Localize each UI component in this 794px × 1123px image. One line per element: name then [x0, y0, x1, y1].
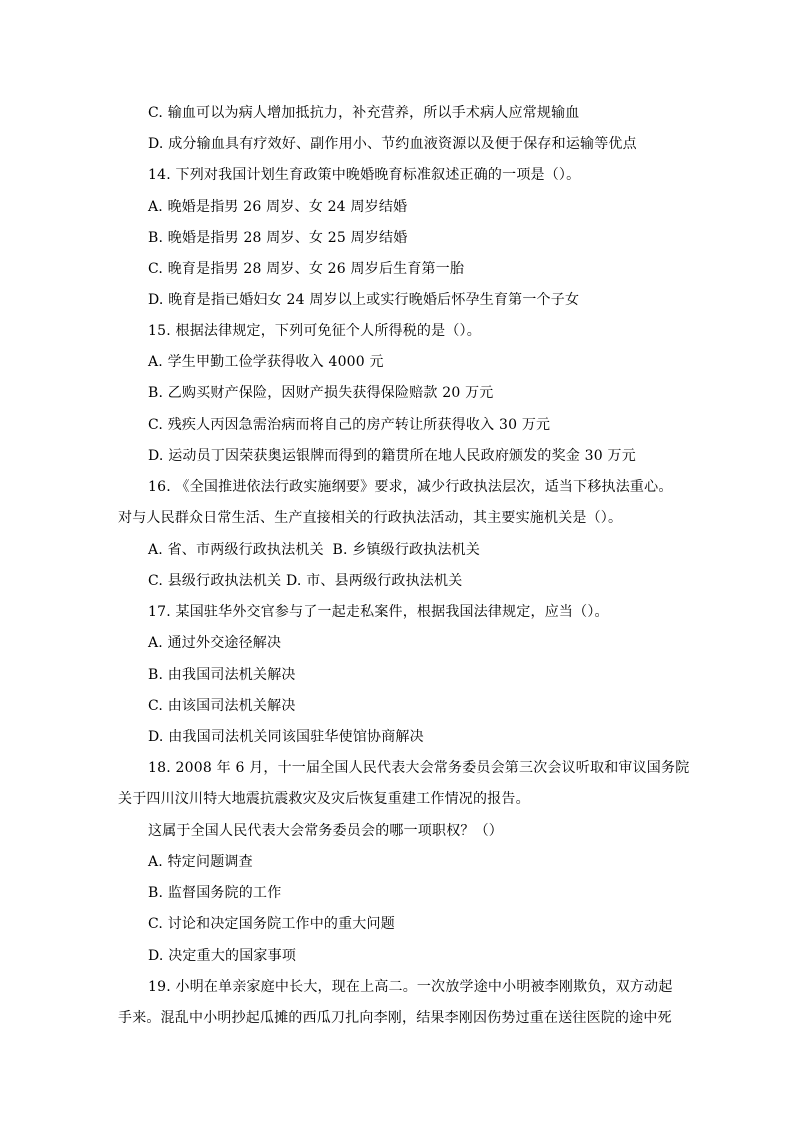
option-pair [148, 572, 462, 590]
option-line: A. 省、市两级行政执法机关 [148, 542, 324, 558]
option-line: D. 决定重大的国家事项 [148, 948, 297, 964]
option-line: A. 特定问题调查 [148, 854, 253, 870]
question-stem: 14. 下列对我国计划生育政策中晚婚晚育标准叙述正确的一项是（）。 [148, 167, 581, 183]
question-stem: 16. 《全国推进依法行政实施纲要》要求，减少行政执法层次，适当下移执法重心。 [148, 479, 673, 495]
option-pair [148, 541, 480, 559]
question-stem-continuation: 对与人民群众日常生活、生产直接相关的行政执法活动，其主要实施机关是（）。 [118, 510, 623, 526]
option-line: C. 县级行政执法机关 [148, 573, 282, 589]
question-stem: 15. 根据法律规定，下列可免征个人所得税的是（）。 [148, 323, 481, 339]
option-line: C. 由该国司法机关解决 [148, 698, 296, 714]
option-line: A. 晚婚是指男 26 周岁、女 24 周岁结婚 [148, 199, 408, 215]
question-stem: 18. 2008 年 6 月，十一届全国人民代表大会常务委员会第三次会议听取和审议国务院 [148, 760, 690, 776]
option-line: B. 乡镇级行政执法机关 [332, 542, 481, 558]
option-line: D. 成分输血具有疗效好、副作用小、节约血液资源以及便于保存和运输等优点 [148, 136, 637, 152]
option-line: A. 通过外交途径解决 [148, 635, 282, 651]
option-line: D. 市、县两级行政执法机关 [285, 573, 463, 589]
option-line: B. 由我国司法机关解决 [148, 667, 296, 683]
option-line: B. 监督国务院的工作 [148, 885, 282, 901]
question-stem-continuation: 这属于全国人民代表大会常务委员会的哪一项职权？（） [148, 823, 503, 839]
option-line: B. 晚婚是指男 28 周岁、女 25 周岁结婚 [148, 230, 408, 246]
option-line: C. 讨论和决定国务院工作中的重大问题 [148, 916, 395, 932]
option-line: C. 输血可以为病人增加抵抗力，补充营养，所以手术病人应常规输血 [148, 105, 580, 121]
option-line: A. 学生甲勤工俭学获得收入 4000 元 [148, 354, 384, 370]
option-line: C. 残疾人丙因急需治病而将自己的房产转让所获得收入 30 万元 [148, 417, 551, 433]
option-line: C. 晚育是指男 28 周岁、女 26 周岁后生育第一胎 [148, 261, 465, 277]
question-stem: 17. 某国驻华外交官参与了一起走私案件，根据我国法律规定，应当（）。 [148, 604, 609, 620]
option-line: D. 晚育是指已婚妇女 24 周岁以上或实行晚婚后怀孕生育第一个子女 [148, 292, 580, 308]
question-stem-continuation: 关于四川汶川特大地震抗震救灾及灾后恢复重建工作情况的报告。 [118, 791, 530, 807]
option-line: D. 由我国司法机关同该国驻华使馆协商解决 [148, 729, 424, 745]
question-stem-continuation: 手来。混乱中小明抄起瓜摊的西瓜刀扎向李刚，结果李刚因伤势过重在送往医院的途中死 [118, 1010, 672, 1026]
option-line: B. 乙购买财产保险，因财产损失获得保险赔款 20 万元 [148, 385, 494, 401]
option-line: D. 运动员丁因荣获奥运银牌而得到的籍贯所在地人民政府颁发的奖金 30 万元 [148, 448, 636, 464]
question-stem: 19. 小明在单亲家庭中长大，现在上高二。一次放学途中小明被李刚欺负，双方动起 [148, 979, 673, 995]
